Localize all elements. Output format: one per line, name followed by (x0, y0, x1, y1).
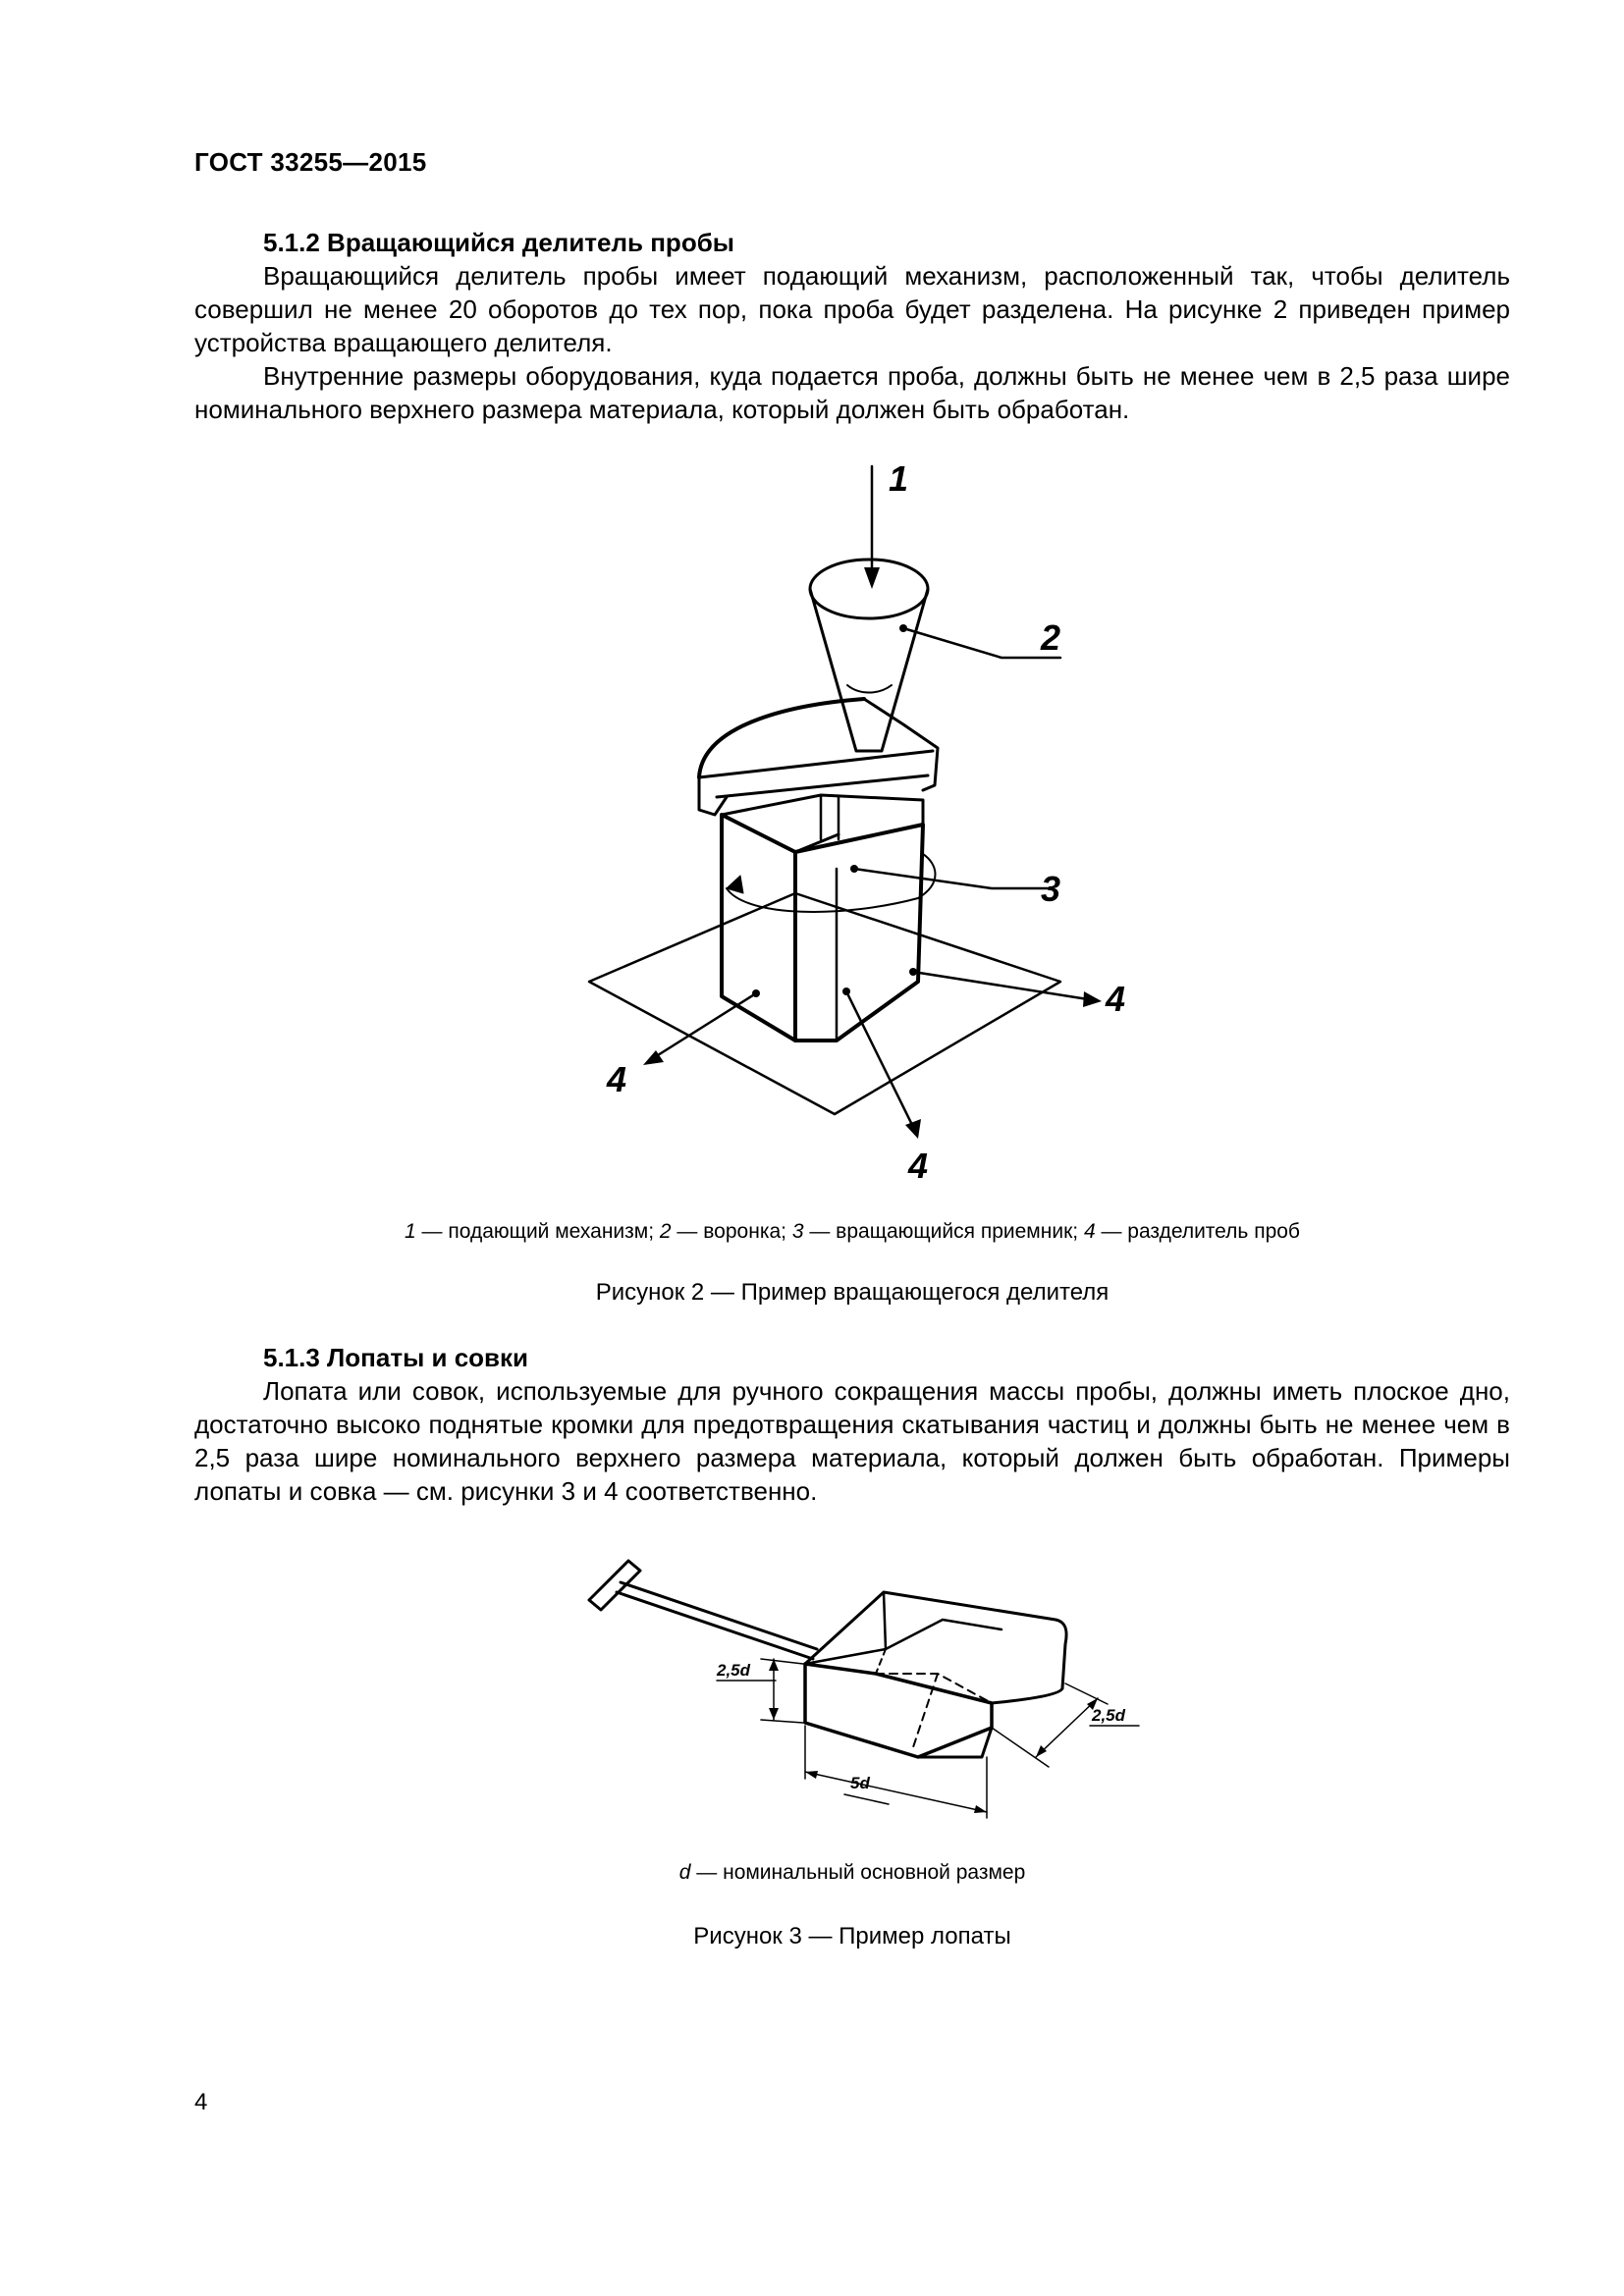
section-heading-5-1-2: 5.1.2 Вращающийся делитель пробы (263, 228, 734, 257)
legend-text-4: — разделитель проб (1095, 1220, 1300, 1243)
legend-text-1: — подающий механизм; (415, 1220, 660, 1243)
callout-2: 2 (1041, 617, 1061, 658)
legend-num-3: 3 (791, 1220, 804, 1243)
paragraph-shovels: Лопата или совок, используемые для ручного сокращения массы пробы, должны иметь плоское дно, достаточно высоко поднятые кромки для предотвращения скатывания частиц и должны быть не менее чем в 2,5 раза шире номинального верхнего размера материала, который должен быть обработан. Примеры лопаты и совка — см. рисунки 3 и 4 соответственно. (194, 1376, 1510, 1506)
paragraph-rotary-divider-2: Внутренние размеры оборудования, куда подается проба, должны быть не менее чем в 2,5 раза шире номинального верхнего размера материала, который должен быть обработан. (194, 361, 1510, 424)
figure3-legend (194, 1861, 1510, 1885)
page-number: 4 (194, 2089, 208, 2115)
legend-text-3: — вращающийся приемник; (803, 1220, 1084, 1243)
figure-rotary-divider (550, 447, 1159, 1193)
standard-number: ГОСТ 33255—2015 (194, 147, 427, 177)
callout-3: 3 (1041, 869, 1061, 909)
callout-4-bottom: 4 (908, 1146, 929, 1186)
legend-num-2: 2 (659, 1220, 672, 1243)
legend-text-2: — воронка; (671, 1220, 792, 1243)
figure2-legend (194, 1220, 1510, 1244)
dim-height-label: 2,5d (717, 1661, 751, 1680)
figure-shovel (579, 1541, 1159, 1826)
callout-4-left: 4 (607, 1059, 627, 1099)
section-heading-5-1-3: 5.1.3 Лопаты и совки (263, 1343, 529, 1372)
callout-1: 1 (889, 458, 909, 499)
dim-width-label: 2,5d (1092, 1706, 1126, 1725)
callout-4-right: 4 (1106, 979, 1126, 1019)
legend-text-d: — номинальный основной размер (690, 1861, 1026, 1884)
legend-num-4: 4 (1083, 1220, 1096, 1243)
figure2-caption: Рисунок 2 — Пример вращающегося делителя (595, 1279, 1110, 1306)
legend-num-1: 1 (405, 1220, 416, 1243)
dim-length-label: 5d (850, 1774, 870, 1792)
legend-var-d: d (678, 1861, 691, 1884)
figure3-caption: Рисунок 3 — Пример лопаты (693, 1923, 1011, 1949)
paragraph-rotary-divider-1: Вращающийся делитель пробы имеет подающий механизм, расположенный так, чтобы делитель совершил не менее 20 оборотов до тех пор, пока проба будет разделена. На рисунке 2 приведен пример устройства вращающего делителя. (194, 261, 1510, 357)
